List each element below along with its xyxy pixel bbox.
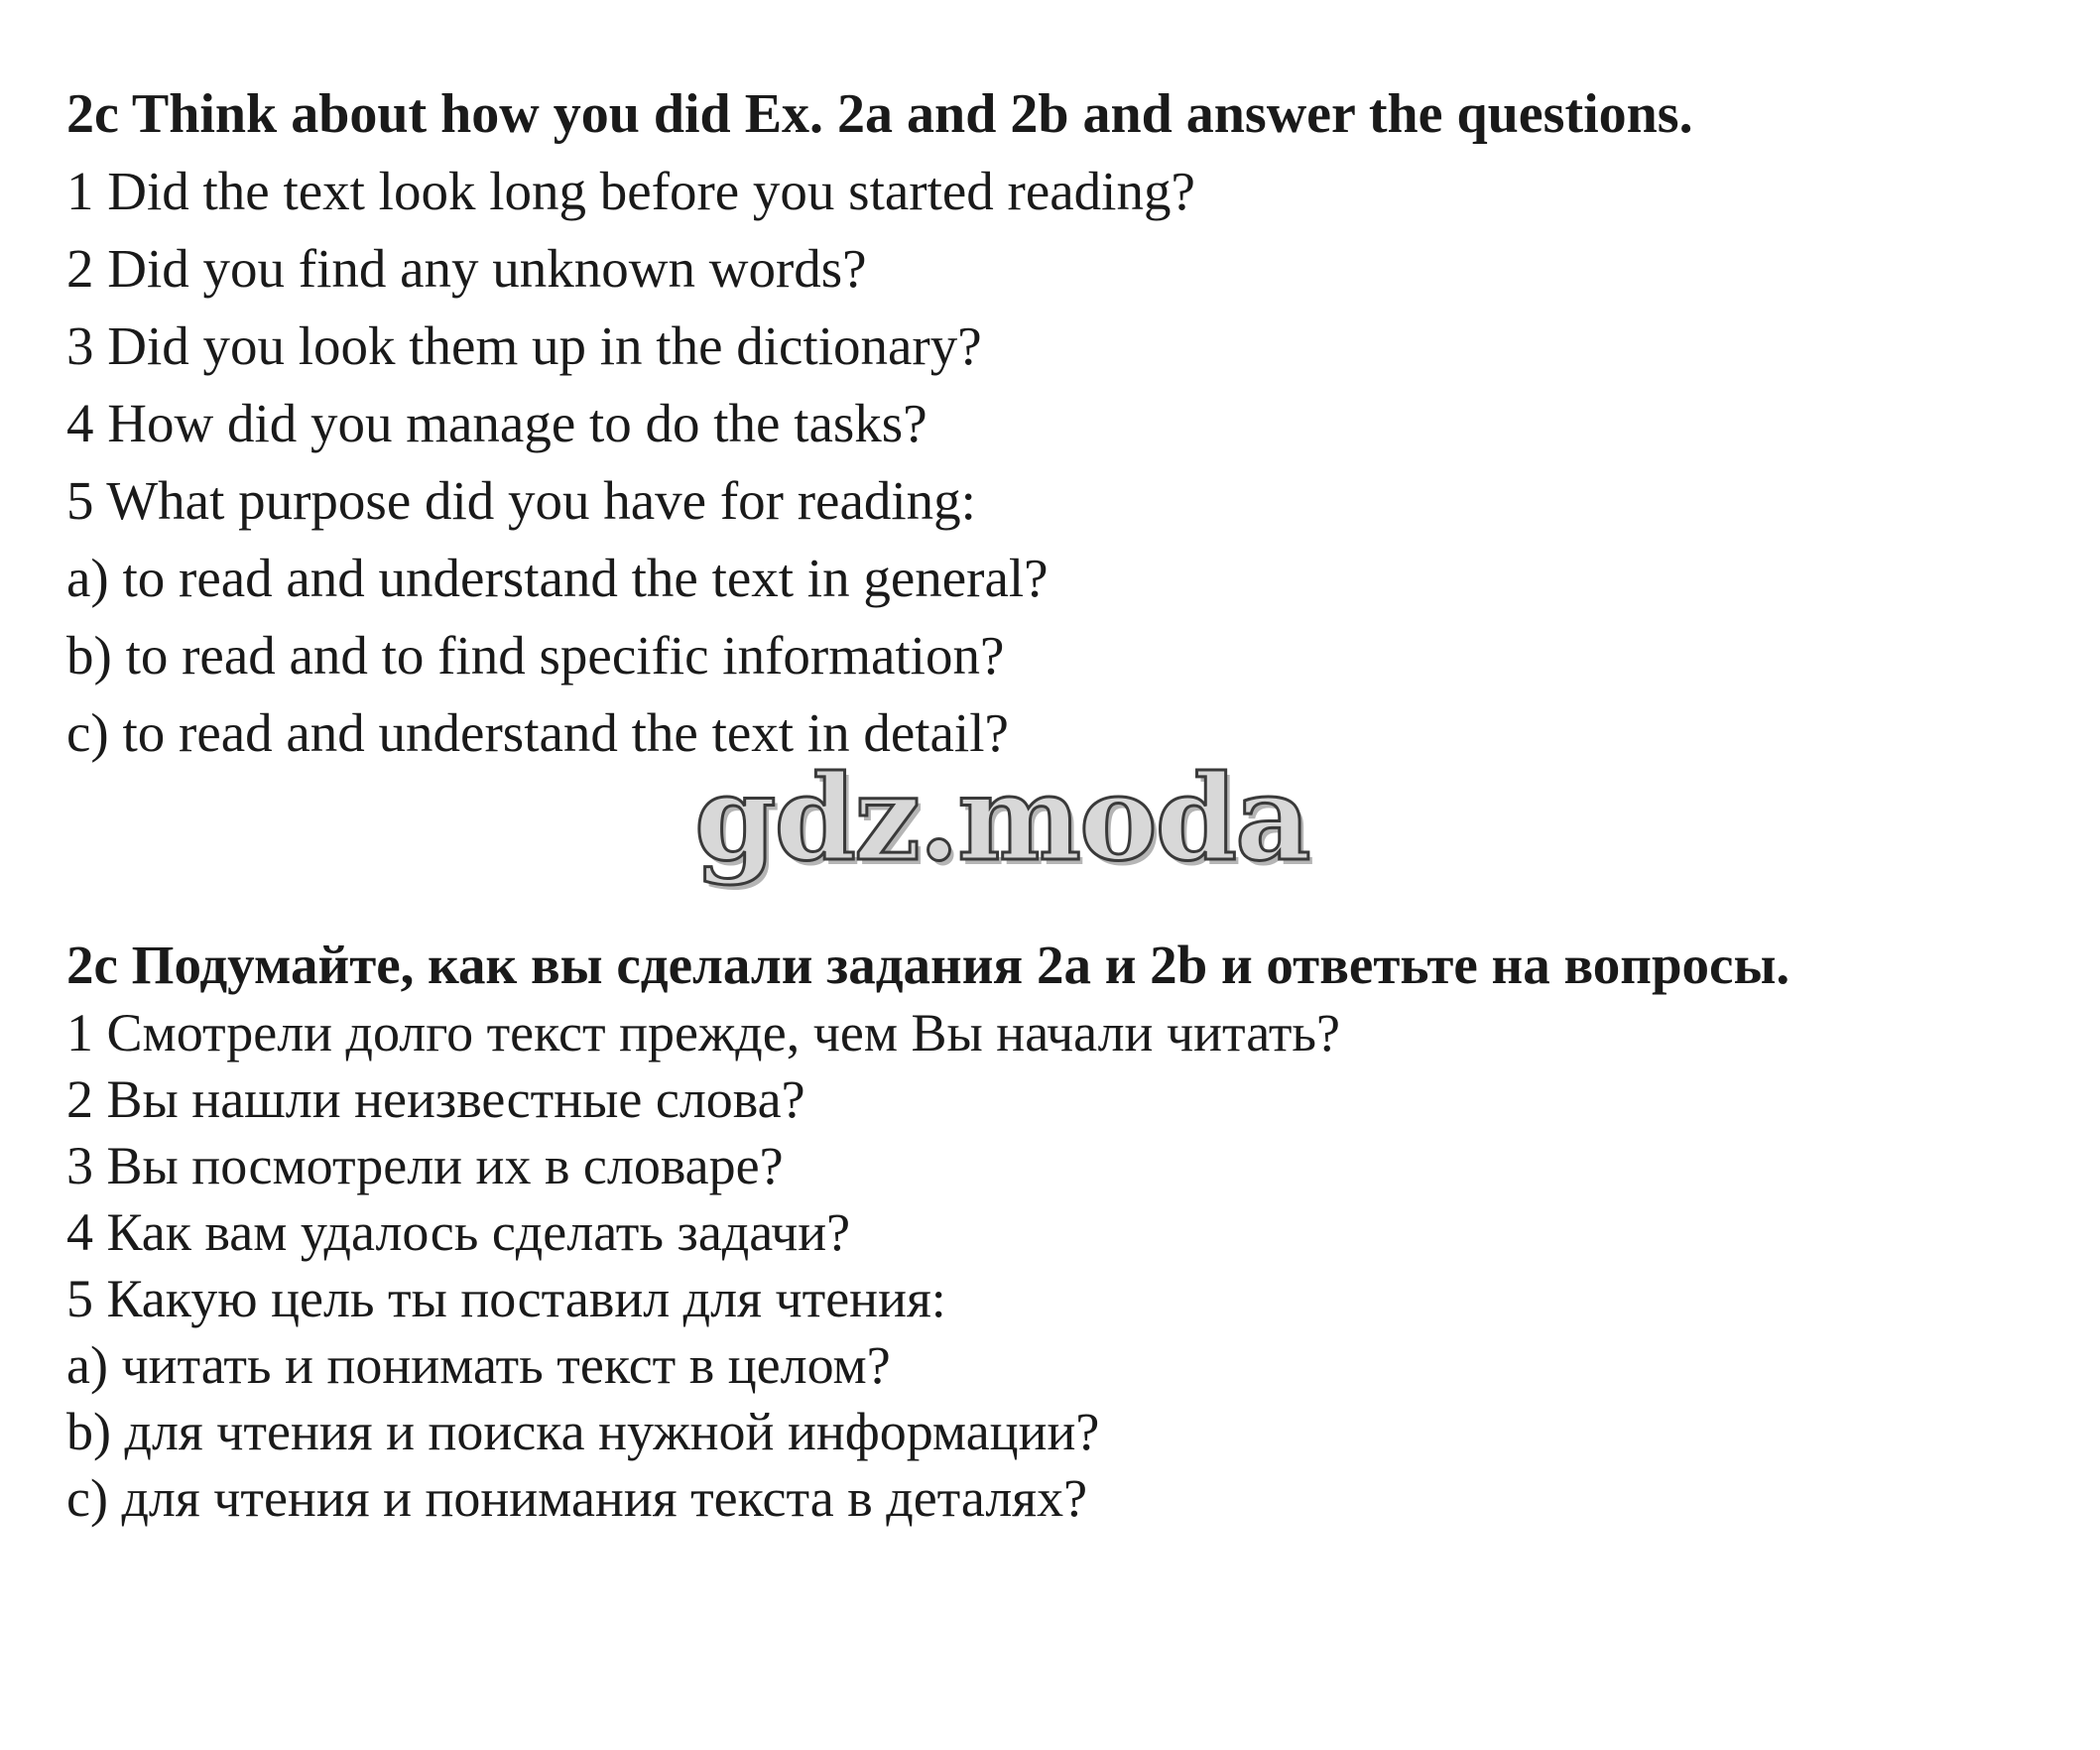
english-option-c: c) to read and understand the text in detail? <box>66 702 1009 763</box>
english-question-4: 4 How did you manage to do the tasks? <box>66 393 927 453</box>
english-option-a: a) to read and understand the text in general? <box>66 548 1049 608</box>
english-question-5: 5 What purpose did you have for reading: <box>66 470 976 531</box>
russian-exercise <box>66 931 2050 1532</box>
russian-option-c: c) для чтения и понимания текста в деталях? <box>66 1468 1088 1528</box>
english-question-1: 1 Did the text look long before you started reading? <box>66 161 1195 221</box>
russian-question-5: 5 Какую цель ты поставил для чтения: <box>66 1269 946 1328</box>
russian-question-3: 3 Вы посмотрели их в словаре? <box>66 1136 784 1195</box>
russian-option-b: b) для чтения и поиска нужной информации? <box>66 1402 1100 1461</box>
russian-question-1: 1 Смотрели долго текст прежде, чем Вы начали читать? <box>66 1003 1341 1062</box>
watermark-logo: gdz.moda <box>694 749 1309 887</box>
russian-heading: 2c Подумайте, как вы сделали задания 2a и 2b и ответьте на вопросы. <box>66 935 1791 995</box>
english-question-3: 3 Did you look them up in the dictionary? <box>66 315 982 376</box>
english-exercise <box>66 75 2050 772</box>
russian-question-2: 2 Вы нашли неизвестные слова? <box>66 1069 805 1129</box>
english-heading: 2c Think about how you did Ex. 2a and 2b and answer the questions. <box>66 83 1693 145</box>
russian-option-a: a) читать и понимать текст в целом? <box>66 1335 891 1395</box>
english-option-b: b) to read and to find specific information? <box>66 625 1005 686</box>
russian-question-4: 4 Как вам удалось сделать задачи? <box>66 1202 851 1262</box>
english-question-2: 2 Did you find any unknown words? <box>66 238 867 299</box>
